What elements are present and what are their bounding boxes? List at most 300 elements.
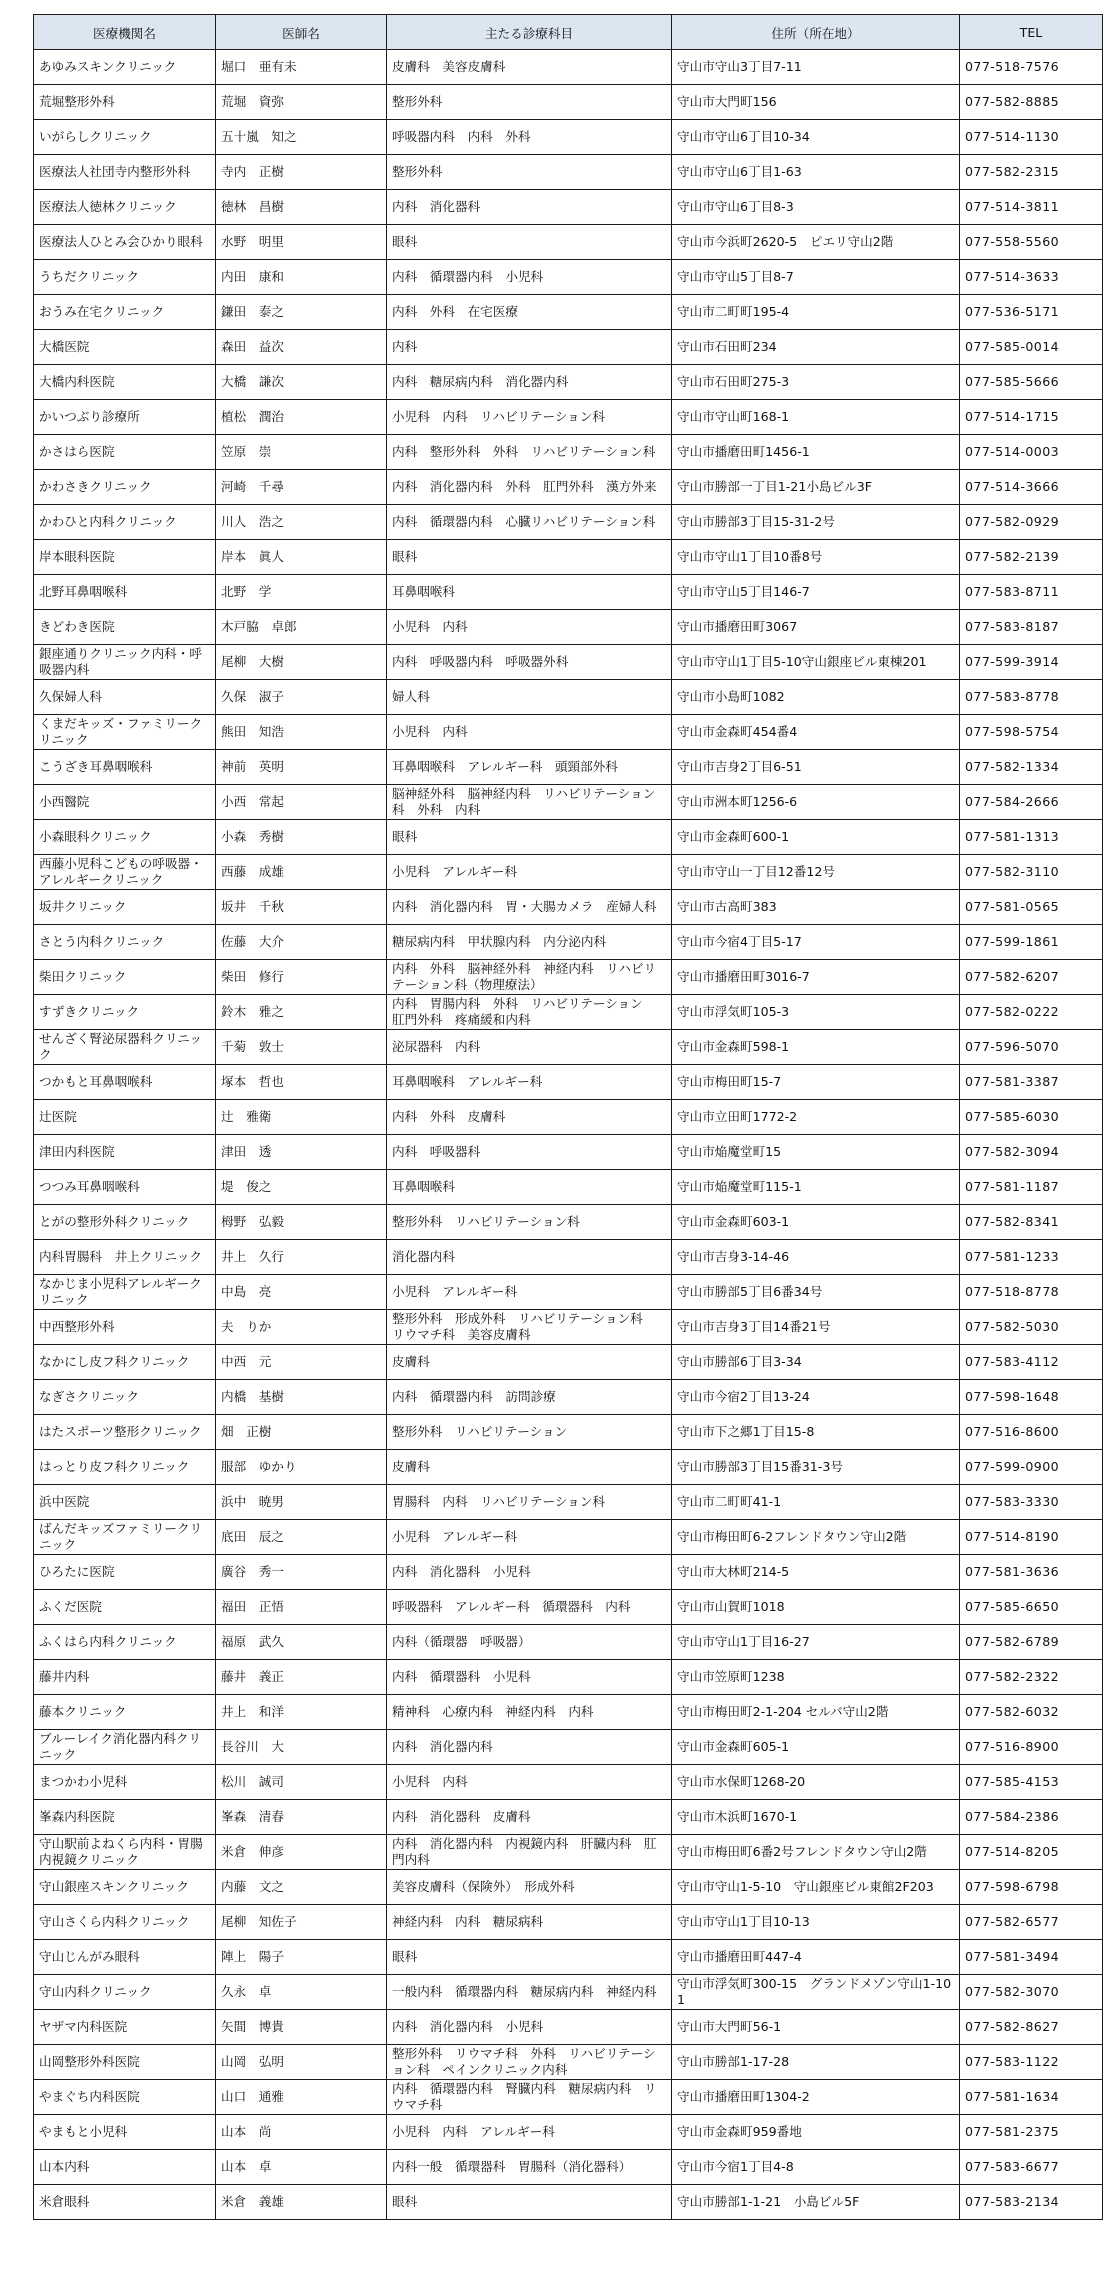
address-cell: 守山市金森町600-1 [672,820,960,855]
tel-cell: 077-582-8627 [960,2010,1103,2045]
specialties-cell: 内科 消化器内科 内視鏡内科 肝臓内科 肛門内科 [387,1835,672,1870]
address-cell: 守山市播磨田町1304-2 [672,2080,960,2115]
table-row [34,575,1103,610]
address-cell: 守山市今宿4丁目5-17 [672,925,960,960]
clinic-name-cell: 山岡整形外科医院 [34,2045,216,2080]
address-cell: 守山市石田町275-3 [672,365,960,400]
doctor-name-cell: 大橋 謙次 [216,365,387,400]
table-row [34,2150,1103,2185]
doctor-name-cell: 藤井 義正 [216,1660,387,1695]
doctor-name-cell: 神前 英明 [216,750,387,785]
specialties-cell: 小児科 内科 [387,610,672,645]
clinic-name-cell: ふくはら内科クリニック [34,1625,216,1660]
clinic-name-cell: ばんだキッズファミリークリニック [34,1520,216,1555]
specialties-cell: 小児科 アレルギー科 [387,1275,672,1310]
tel-cell: 077-585-6650 [960,1590,1103,1625]
tel-cell: 077-582-8341 [960,1205,1103,1240]
table-row [34,960,1103,995]
specialties-cell: 内科 [387,330,672,365]
address-cell: 守山市守山3丁目7-11 [672,50,960,85]
tel-cell: 077-599-0900 [960,1450,1103,1485]
doctor-name-cell: 畑 正樹 [216,1415,387,1450]
specialties-cell: 眼科 [387,1940,672,1975]
specialties-cell: 内科 呼吸器内科 呼吸器外科 [387,645,672,680]
specialties-cell: 内科 循環器内科 訪問診療 [387,1380,672,1415]
address-cell: 守山市大門町156 [672,85,960,120]
address-cell: 守山市下之郷1丁目15-8 [672,1415,960,1450]
doctor-name-cell: 堀口 亜有未 [216,50,387,85]
specialties-cell: 内科 消化器科 [387,190,672,225]
address-cell: 守山市大門町56-1 [672,2010,960,2045]
table-row [34,1380,1103,1415]
table-row [34,2115,1103,2150]
table-row [34,505,1103,540]
tel-cell: 077-581-3636 [960,1555,1103,1590]
clinic-name-cell: かいつぶり診療所 [34,400,216,435]
clinic-name-cell: 津田内科医院 [34,1135,216,1170]
tel-cell: 077-581-0565 [960,890,1103,925]
address-cell: 守山市守山1丁目10番8号 [672,540,960,575]
clinic-name-cell: くまだキッズ・ファミリークリニック [34,715,216,750]
doctor-name-cell: 西藤 成雄 [216,855,387,890]
tel-cell: 077-582-5030 [960,1310,1103,1345]
address-cell: 守山市大林町214-5 [672,1555,960,1590]
table-row [34,855,1103,890]
table-row [34,995,1103,1030]
clinic-name-cell: 守山じんがみ眼科 [34,1940,216,1975]
specialties-cell: 内科 整形外科 外科 リハビリテーション科 [387,435,672,470]
doctor-name-cell: 鈴木 雅之 [216,995,387,1030]
tel-cell: 077-582-6577 [960,1905,1103,1940]
clinic-name-cell: おうみ在宅クリニック [34,295,216,330]
specialties-cell: 小児科 内科 [387,715,672,750]
specialties-cell: 眼科 [387,820,672,855]
address-cell: 守山市守山1丁目10-13 [672,1905,960,1940]
clinic-name-cell: かわさきクリニック [34,470,216,505]
address-cell: 守山市播磨田町1456-1 [672,435,960,470]
doctor-name-cell: 荒堀 資弥 [216,85,387,120]
specialties-cell: 精神科 心療内科 神経内科 内科 [387,1695,672,1730]
doctor-name-cell: 内藤 文之 [216,1870,387,1905]
tel-cell: 077-514-8205 [960,1835,1103,1870]
clinic-name-cell: 小森眼科クリニック [34,820,216,855]
clinic-name-cell: 守山内科クリニック [34,1975,216,2010]
clinic-name-cell: かさはら医院 [34,435,216,470]
table-row [34,610,1103,645]
address-cell: 守山市金森町454番4 [672,715,960,750]
address-cell: 守山市今宿2丁目13-24 [672,1380,960,1415]
doctor-name-cell: 中島 亮 [216,1275,387,1310]
specialties-cell: 整形外科 [387,155,672,190]
tel-cell: 077-583-8187 [960,610,1103,645]
address-cell: 守山市金森町959番地 [672,2115,960,2150]
specialties-cell: 皮膚科 [387,1450,672,1485]
tel-cell: 077-514-3811 [960,190,1103,225]
address-cell: 守山市水保町1268-20 [672,1765,960,1800]
specialties-cell: 皮膚科 美容皮膚科 [387,50,672,85]
tel-cell: 077-581-1233 [960,1240,1103,1275]
tel-cell: 077-582-6789 [960,1625,1103,1660]
tel-cell: 077-582-1334 [960,750,1103,785]
doctor-name-cell: 山口 通雅 [216,2080,387,2115]
clinic-name-cell: はたスポーツ整形クリニック [34,1415,216,1450]
table-row [34,365,1103,400]
clinic-name-cell: なぎさクリニック [34,1380,216,1415]
specialties-cell: 脳神経外科 脳神経内科 リハビリテーション科 外科 内科 [387,785,672,820]
doctor-name-cell: 峯森 清春 [216,1800,387,1835]
header-row [34,15,1103,50]
address-cell: 守山市守山6丁目1-63 [672,155,960,190]
address-cell: 守山市吉身3-14-46 [672,1240,960,1275]
doctor-name-cell: 浜中 暁男 [216,1485,387,1520]
clinic-name-cell: やまもと小児科 [34,2115,216,2150]
address-cell: 守山市山賀町1018 [672,1590,960,1625]
tel-cell: 077-598-1648 [960,1380,1103,1415]
address-cell: 守山市播磨田町3067 [672,610,960,645]
address-cell: 守山市守山6丁目8-3 [672,190,960,225]
address-cell: 守山市浮気町105-3 [672,995,960,1030]
clinic-name-cell: まつかわ小児科 [34,1765,216,1800]
tel-cell: 077-514-3633 [960,260,1103,295]
clinic-name-cell: 米倉眼科 [34,2185,216,2220]
table-row [34,1975,1103,2010]
table-row [34,1205,1103,1240]
clinic-name-cell: きどわき医院 [34,610,216,645]
address-cell: 守山市二町町195-4 [672,295,960,330]
specialties-cell: 胃腸科 内科 リハビリテーション科 [387,1485,672,1520]
header-clinic-name: 医療機関名 [34,15,216,50]
specialties-cell: 内科 消化器内科 [387,1730,672,1765]
table-row [34,715,1103,750]
specialties-cell: 耳鼻咽喉科 [387,1170,672,1205]
table-row [34,225,1103,260]
table-row [34,155,1103,190]
specialties-cell: 小児科 アレルギー科 [387,1520,672,1555]
table-row [34,1415,1103,1450]
table-header [34,15,1103,50]
specialties-cell: 内科 糖尿病内科 消化器内科 [387,365,672,400]
clinic-name-cell: はっとり皮フ科クリニック [34,1450,216,1485]
tel-cell: 077-583-3330 [960,1485,1103,1520]
address-cell: 守山市梅田町6番2号フレンドタウン守山2階 [672,1835,960,1870]
tel-cell: 077-518-7576 [960,50,1103,85]
specialties-cell: 消化器内科 [387,1240,672,1275]
address-cell: 守山市勝部3丁目15番31-3号 [672,1450,960,1485]
specialties-cell: 内科 胃腸内科 外科 リハビリテーション 肛門外科 疼痛緩和内科 [387,995,672,1030]
doctor-name-cell: 小森 秀樹 [216,820,387,855]
clinic-table [33,14,1103,2220]
clinic-name-cell: うちだクリニック [34,260,216,295]
specialties-cell: 整形外科 [387,85,672,120]
doctor-name-cell: 山岡 弘明 [216,2045,387,2080]
clinic-name-cell: 医療法人ひとみ会ひかり眼科 [34,225,216,260]
specialties-cell: 眼科 [387,2185,672,2220]
table-row [34,925,1103,960]
tel-cell: 077-581-1634 [960,2080,1103,2115]
doctor-name-cell: 五十嵐 知之 [216,120,387,155]
doctor-name-cell: 尾柳 知佐子 [216,1905,387,1940]
table-row [34,1870,1103,1905]
clinic-name-cell: ふくだ医院 [34,1590,216,1625]
address-cell: 守山市守山町168-1 [672,400,960,435]
specialties-cell: 小児科 内科 アレルギー科 [387,2115,672,2150]
doctor-name-cell: 植松 潤治 [216,400,387,435]
doctor-name-cell: 塚本 哲也 [216,1065,387,1100]
address-cell: 守山市洲本町1256-6 [672,785,960,820]
tel-cell: 077-585-4153 [960,1765,1103,1800]
address-cell: 守山市金森町605-1 [672,1730,960,1765]
address-cell: 守山市梅田町6-2フレンドタウン守山2階 [672,1520,960,1555]
table-row [34,1240,1103,1275]
tel-cell: 077-514-1715 [960,400,1103,435]
specialties-cell: 眼科 [387,225,672,260]
clinic-name-cell: さとう内科クリニック [34,925,216,960]
table-row [34,1345,1103,1380]
tel-cell: 077-584-2666 [960,785,1103,820]
tel-cell: 077-558-5560 [960,225,1103,260]
specialties-cell: 内科（循環器 呼吸器） [387,1625,672,1660]
tel-cell: 077-514-8190 [960,1520,1103,1555]
address-cell: 守山市金森町598-1 [672,1030,960,1065]
tel-cell: 077-599-1861 [960,925,1103,960]
doctor-name-cell: 長谷川 大 [216,1730,387,1765]
table-row [34,85,1103,120]
doctor-name-cell: 熊田 知浩 [216,715,387,750]
specialties-cell: 内科 循環器科 小児科 [387,1660,672,1695]
tel-cell: 077-582-6207 [960,960,1103,995]
clinic-name-cell: なかじま小児科アレルギークリニック [34,1275,216,1310]
clinic-name-cell: 峯森内科医院 [34,1800,216,1835]
address-cell: 守山市播磨田町3016-7 [672,960,960,995]
specialties-cell: 小児科 アレルギー科 [387,855,672,890]
tel-cell: 077-582-3094 [960,1135,1103,1170]
clinic-name-cell: すずきクリニック [34,995,216,1030]
doctor-name-cell: 鎌田 泰之 [216,295,387,330]
specialties-cell: 小児科 内科 リハビリテーション科 [387,400,672,435]
specialties-cell: 糖尿病内科 甲状腺内科 内分泌内科 [387,925,672,960]
doctor-name-cell: 北野 学 [216,575,387,610]
tel-cell: 077-582-6032 [960,1695,1103,1730]
address-cell: 守山市守山5丁目146-7 [672,575,960,610]
clinic-name-cell: 辻医院 [34,1100,216,1135]
table-row [34,120,1103,155]
tel-cell: 077-516-8600 [960,1415,1103,1450]
address-cell: 守山市播磨田町447-4 [672,1940,960,1975]
tel-cell: 077-581-1313 [960,820,1103,855]
address-cell: 守山市木浜町1670-1 [672,1800,960,1835]
clinic-name-cell: 大橋医院 [34,330,216,365]
address-cell: 守山市吉身3丁目14番21号 [672,1310,960,1345]
doctor-name-cell: 河崎 千尋 [216,470,387,505]
address-cell: 守山市勝部3丁目15-31-2号 [672,505,960,540]
doctor-name-cell: 夫 りか [216,1310,387,1345]
doctor-name-cell: 内田 康和 [216,260,387,295]
clinic-name-cell: 柴田クリニック [34,960,216,995]
clinic-name-cell: 藤本クリニック [34,1695,216,1730]
specialties-cell: 眼科 [387,540,672,575]
tel-cell: 077-583-6677 [960,2150,1103,2185]
address-cell: 守山市小島町1082 [672,680,960,715]
specialties-cell: 泌尿器科 内科 [387,1030,672,1065]
address-cell: 守山市勝部1-17-28 [672,2045,960,2080]
address-cell: 守山市吉身2丁目6-51 [672,750,960,785]
clinic-name-cell: 北野耳鼻咽喉科 [34,575,216,610]
tel-cell: 077-581-2375 [960,2115,1103,2150]
clinic-name-cell: ひろたに医院 [34,1555,216,1590]
table-row [34,1135,1103,1170]
specialties-cell: 内科一般 循環器科 胃腸科（消化器科） [387,2150,672,2185]
doctor-name-cell: 内橋 基樹 [216,1380,387,1415]
table-row [34,1485,1103,1520]
address-cell: 守山市金森町603-1 [672,1205,960,1240]
tel-cell: 077-585-5666 [960,365,1103,400]
specialties-cell: 内科 循環器内科 心臓リハビリテーション科 [387,505,672,540]
specialties-cell: 一般内科 循環器内科 糖尿病内科 神経内科 [387,1975,672,2010]
specialties-cell: 皮膚科 [387,1345,672,1380]
table-row [34,890,1103,925]
table-row [34,1520,1103,1555]
table-row [34,1555,1103,1590]
doctor-name-cell: 廣谷 秀一 [216,1555,387,1590]
tel-cell: 077-582-2315 [960,155,1103,190]
doctor-name-cell: 徳林 昌樹 [216,190,387,225]
doctor-name-cell: 堤 俊之 [216,1170,387,1205]
specialties-cell: 整形外科 リウマチ科 外科 リハビリテーション科 ペインクリニック内科 [387,2045,672,2080]
clinic-name-cell: 医療法人徳林クリニック [34,190,216,225]
table-row [34,680,1103,715]
doctor-name-cell: 久永 卓 [216,1975,387,2010]
doctor-name-cell: 佐藤 大介 [216,925,387,960]
doctor-name-cell: 中西 元 [216,1345,387,1380]
tel-cell: 077-583-1122 [960,2045,1103,2080]
address-cell: 守山市石田町234 [672,330,960,365]
doctor-name-cell: 米倉 伸彦 [216,1835,387,1870]
doctor-name-cell: 陣上 陽子 [216,1940,387,1975]
tel-cell: 077-583-2134 [960,2185,1103,2220]
specialties-cell: 内科 消化器科 小児科 [387,1555,672,1590]
tel-cell: 077-514-0003 [960,435,1103,470]
table-row [34,260,1103,295]
tel-cell: 077-581-3387 [960,1065,1103,1100]
clinic-name-cell: とがの整形外科クリニック [34,1205,216,1240]
clinic-name-cell: 山本内科 [34,2150,216,2185]
doctor-name-cell: 服部 ゆかり [216,1450,387,1485]
address-cell: 守山市守山6丁目10-34 [672,120,960,155]
doctor-name-cell: 岸本 眞人 [216,540,387,575]
doctor-name-cell: 坂井 千秋 [216,890,387,925]
doctor-name-cell: 千菊 敦士 [216,1030,387,1065]
clinic-name-cell: 小西醫院 [34,785,216,820]
doctor-name-cell: 栂野 弘毅 [216,1205,387,1240]
specialties-cell: 小児科 内科 [387,1765,672,1800]
clinic-name-cell: 坂井クリニック [34,890,216,925]
tel-cell: 077-583-8711 [960,575,1103,610]
tel-cell: 077-582-0222 [960,995,1103,1030]
doctor-name-cell: 水野 明里 [216,225,387,260]
header-address: 住所（所在地） [672,15,960,50]
tel-cell: 077-514-1130 [960,120,1103,155]
table-row [34,1590,1103,1625]
table-row [34,1730,1103,1765]
clinic-name-cell: 医療法人社団寺内整形外科 [34,155,216,190]
table-row [34,470,1103,505]
table-row [34,540,1103,575]
table-row [34,50,1103,85]
table-row [34,1695,1103,1730]
clinic-name-cell: ブルーレイク消化器内科クリニック [34,1730,216,1765]
table-row [34,820,1103,855]
clinic-name-cell: やまぐち内科医院 [34,2080,216,2115]
specialties-cell: 美容皮膚科（保険外） 形成外科 [387,1870,672,1905]
specialties-cell: 内科 循環器内科 小児科 [387,260,672,295]
table-row [34,400,1103,435]
clinic-name-cell: 藤井内科 [34,1660,216,1695]
address-cell: 守山市古高町383 [672,890,960,925]
doctor-name-cell: 木戸脇 卓郎 [216,610,387,645]
tel-cell: 077-598-6798 [960,1870,1103,1905]
address-cell: 守山市今浜町2620-5 ピエリ守山2階 [672,225,960,260]
header-tel: TEL [960,15,1103,50]
address-cell: 守山市守山一丁目12番12号 [672,855,960,890]
tel-cell: 077-583-4112 [960,1345,1103,1380]
clinic-name-cell: 守山さくら内科クリニック [34,1905,216,1940]
address-cell: 守山市勝部5丁目6番34号 [672,1275,960,1310]
tel-cell: 077-584-2386 [960,1800,1103,1835]
tel-cell: 077-585-6030 [960,1100,1103,1135]
clinic-name-cell: つかもと耳鼻咽喉科 [34,1065,216,1100]
table-row [34,2010,1103,2045]
specialties-cell: 呼吸器内科 内科 外科 [387,120,672,155]
address-cell: 守山市守山1-5-10 守山銀座ビル東館2F203 [672,1870,960,1905]
clinic-table-container [33,14,1102,2220]
specialties-cell: 整形外科 リハビリテーション科 [387,1205,672,1240]
tel-cell: 077-599-3914 [960,645,1103,680]
doctor-name-cell: 井上 和洋 [216,1695,387,1730]
tel-cell: 077-516-8900 [960,1730,1103,1765]
clinic-name-cell: 久保婦人科 [34,680,216,715]
tel-cell: 077-514-3666 [960,470,1103,505]
clinic-name-cell: あゆみスキンクリニック [34,50,216,85]
clinic-name-cell: つつみ耳鼻咽喉科 [34,1170,216,1205]
table-row [34,1170,1103,1205]
address-cell: 守山市勝部6丁目3-34 [672,1345,960,1380]
clinic-name-cell: 中西整形外科 [34,1310,216,1345]
address-cell: 守山市二町町41-1 [672,1485,960,1520]
specialties-cell: 整形外科 リハビリテーション [387,1415,672,1450]
table-row [34,1450,1103,1485]
specialties-cell: 神経内科 内科 糖尿病科 [387,1905,672,1940]
doctor-name-cell: 津田 透 [216,1135,387,1170]
table-body [34,50,1103,2220]
clinic-name-cell: こうざき耳鼻咽喉科 [34,750,216,785]
tel-cell: 077-518-8778 [960,1275,1103,1310]
specialties-cell: 耳鼻咽喉科 アレルギー科 [387,1065,672,1100]
doctor-name-cell: 福田 正悟 [216,1590,387,1625]
specialties-cell: 耳鼻咽喉科 [387,575,672,610]
clinic-name-cell: ヤザマ内科医院 [34,2010,216,2045]
doctor-name-cell: 柴田 修行 [216,960,387,995]
table-row [34,750,1103,785]
clinic-name-cell: なかにし皮フ科クリニック [34,1345,216,1380]
specialties-cell: 内科 外科 脳神経外科 神経内科 リハビリテーション科（物理療法） [387,960,672,995]
clinic-name-cell: 岸本眼科医院 [34,540,216,575]
doctor-name-cell: 久保 淑子 [216,680,387,715]
table-row [34,1835,1103,1870]
table-row [34,1765,1103,1800]
table-row [34,330,1103,365]
address-cell: 守山市守山1丁目5-10守山銀座ビル東棟201 [672,645,960,680]
specialties-cell: 内科 循環器内科 腎臓内科 糖尿病内科 リウマチ科 [387,2080,672,2115]
